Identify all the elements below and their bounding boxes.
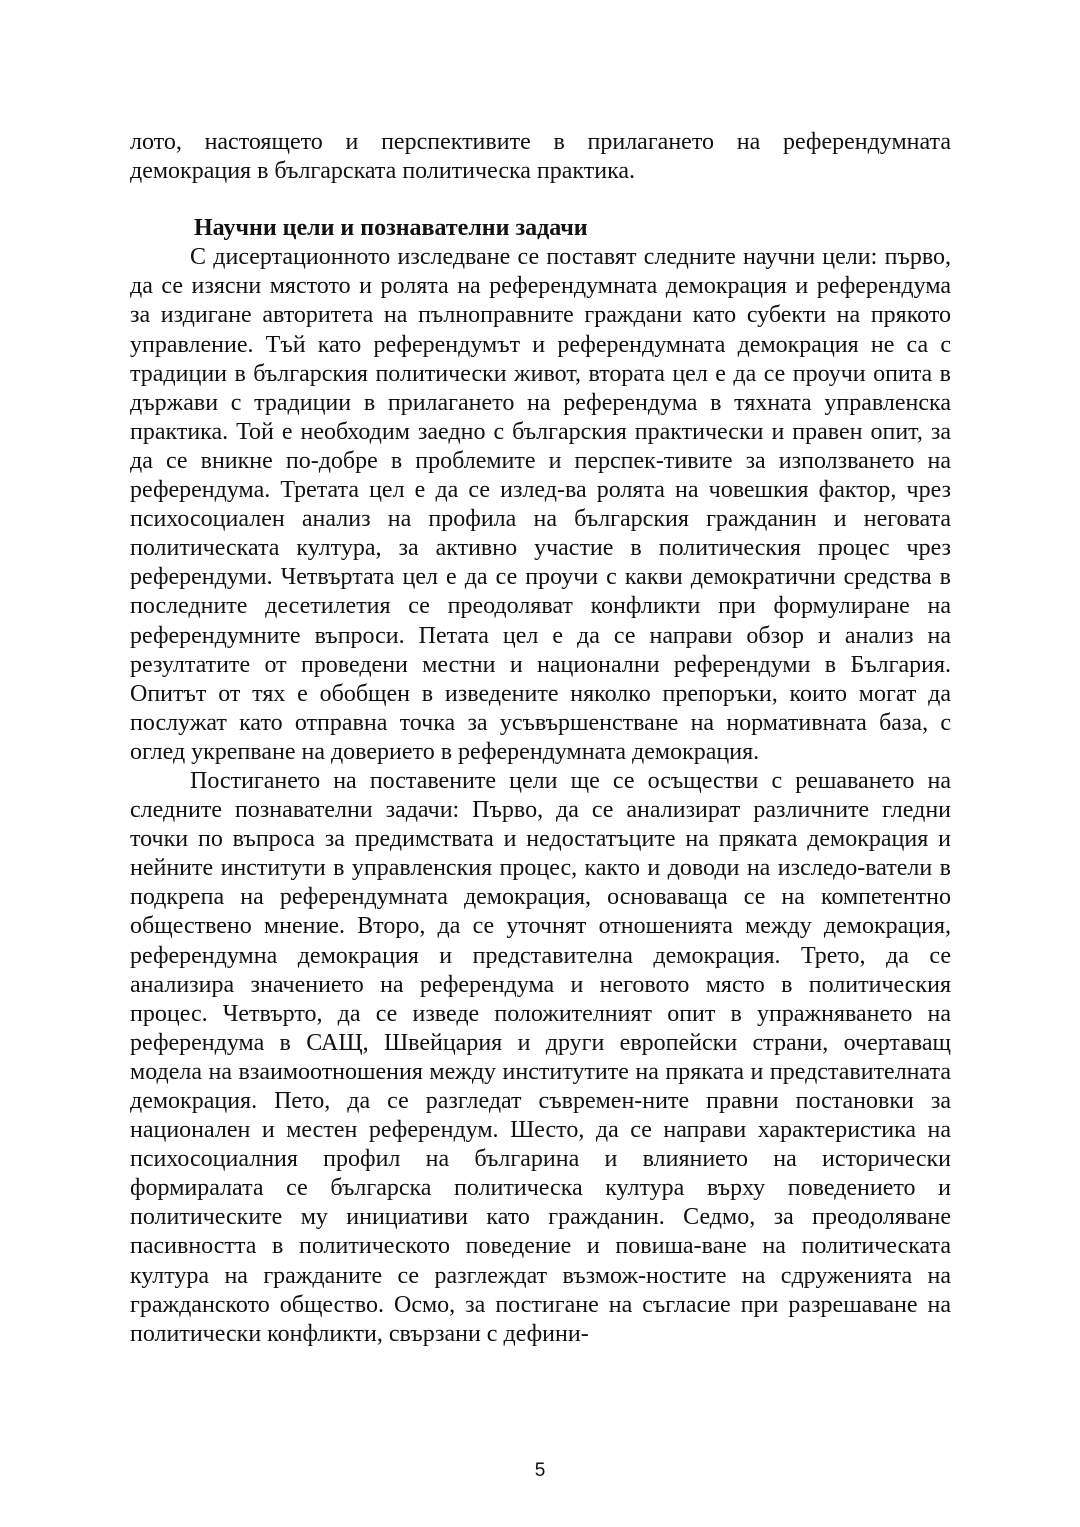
page-body: [130, 128, 951, 1349]
section-heading: Научни цели и познавателни задачи: [194, 215, 588, 242]
intro-paragraph: лото, настоящето и перспективите в прилагането на референдумната демокрация в българската политическа практика.: [130, 129, 951, 185]
goals-paragraph: С дисертационното изследване се поставят следните научни цели: първо, да се изясни мястото и ролята на референдумната демокрация и референдума за издигане авторитета на пълноправните граждани като субекти на прякото управление. Тъй като референдумът и референдумната демокрация не са с традиции в българския политически живот, втората цел е да се проучи опита в държави с традиции в прилагането на референдума в тяхната управленска практика. Той е необходим заедно с българския практически и правен опит, за да се вникне по-добре в проблемите и перспек-тивите за използването на референдума. Третата цел е да се излед-ва ролята на човешкия фактор, чрез психосоциален анализ на профила на българския гражданин и неговата политическата култура, за активно участие в политическия процес чрез референдуми. Четвъртата цел е да се проучи с какви демократични средства в последните десетилетия се преодоляват конфликти при формулиране на референдумните въпроси. Петата цел е да се направи обзор и анализ на резултатите от проведени местни и национални референдуми в България. Опитът от тях е обобщен в изведените няколко препоръки, които могат да послужат като отправна точка за усъвършенстване на нормативната база, с оглед укрепване на доверието в референдумната демокрация.: [130, 244, 951, 765]
tasks-paragraph: Постигането на поставените цели ще се осъществи с решаването на следните познавателни задачи: Първо, да се анализират различните гледни точки по въпроса за предимствата и недостатъците на пряката демокрация и нейните институти в управленския процес, както и доводи на изследо-ватели в подкрепа на референдумната демокрация, основаваща се на компетентно обществено мнение. Второ, да се уточнят отношенията между демокрация, референдумна демокрация и представителна демокрация. Трето, да се анализира значението на референдума и неговото място в политическия процес. Четвърто, да се изведе положителният опит в упражняването на референдума в САЩ, Швейцария и други европейски страни, очертаващ модела на взаимоотношения между институтите на пряката и представителната демокрация. Пето, да се разгледат съвремен-ните правни постановки за национален и местен референдум. Шесто, да се направи характеристика на психосоциалния профил на българина и влиянието на исторически формиралата се българска политическа култура върху поведението и политическите му инициативи като гражданин. Седмо, за преодоляване пасивността в политическото поведение и повиша-ване на политическата култура на гражданите се разглеждат възмож-ностите на сдруженията на гражданското общество. Осмо, за постигане на съгласие при разрешаване на политически конфликти, свързани с дефини-: [130, 767, 951, 1347]
page-number: 5: [534, 1460, 546, 1481]
